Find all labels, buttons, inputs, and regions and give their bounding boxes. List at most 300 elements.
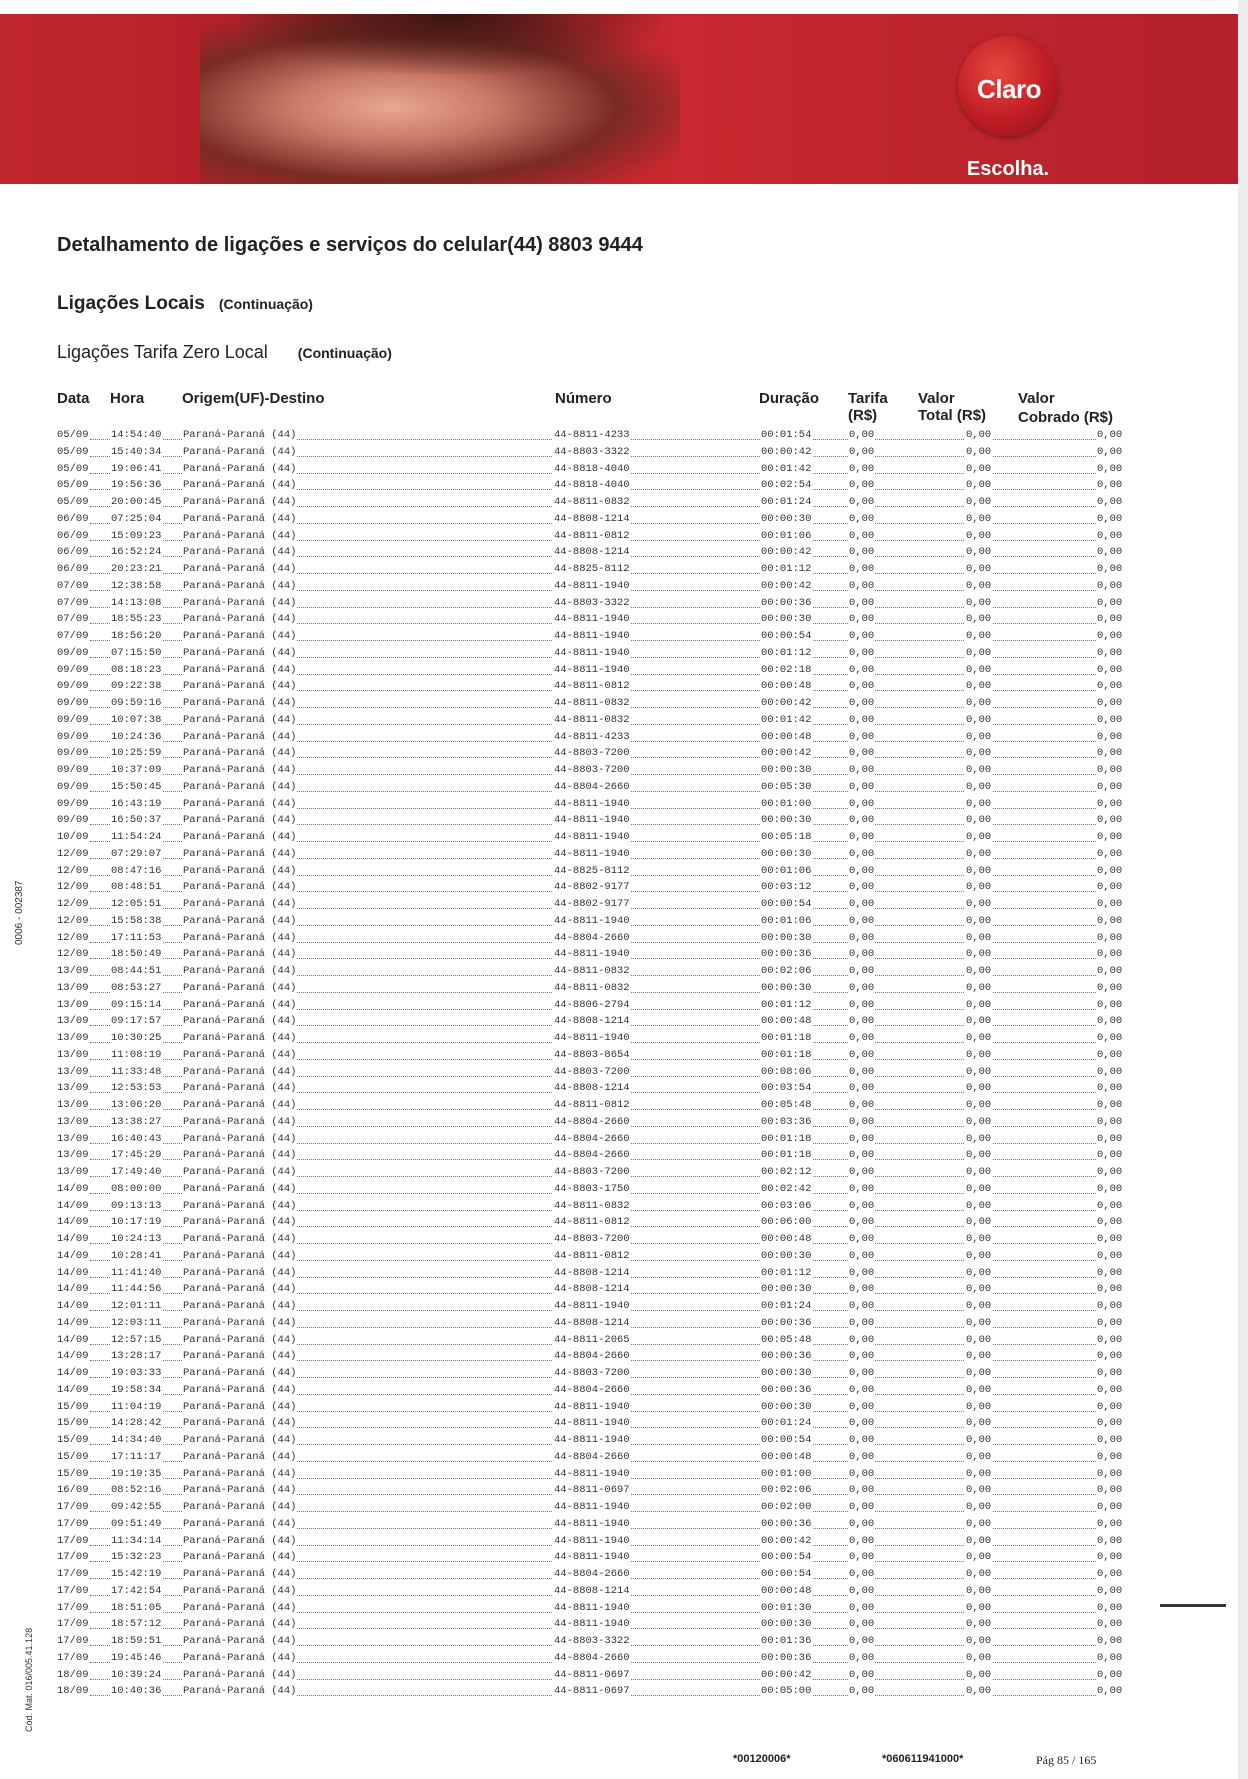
cell-date: 05/09 (57, 429, 89, 441)
cell-total: 0,00 (966, 797, 992, 810)
cell-number: 44-8811-0812 (554, 1216, 630, 1229)
cell-date: 10/09 (57, 831, 89, 843)
cell-duration: 00:00:36 (761, 1316, 812, 1329)
cell-date: 13/09 (57, 965, 89, 977)
cell-origin: Paraná-Paraná (44) (183, 1635, 297, 1647)
table-row (0, 495, 1248, 512)
cell-origin: Paraná-Paraná (44) (183, 730, 297, 743)
cell-charged: 0,00 (1097, 613, 1123, 626)
table-row (0, 1282, 1248, 1299)
logo-tagline: Escolha. (966, 158, 1050, 180)
cell-origin: Paraná-Paraná (44) (183, 1015, 297, 1028)
cell-tariff: 0,00 (849, 512, 875, 525)
cell-charged: 0,00 (1097, 713, 1123, 726)
cell-duration: 00:01:12 (761, 1266, 812, 1279)
cell-tariff: 0,00 (849, 445, 875, 458)
cell-time: 11:44:56 (111, 1283, 162, 1296)
cell-origin: Paraná-Paraná (44) (183, 512, 297, 525)
cell-duration: 00:02:18 (761, 663, 812, 676)
cell-tariff: 0,00 (849, 1367, 875, 1379)
cell-origin: Paraná-Paraná (44) (183, 713, 297, 726)
cell-charged: 0,00 (1097, 1048, 1123, 1061)
cell-time: 14:34:40 (111, 1434, 162, 1446)
cell-total: 0,00 (966, 697, 992, 709)
cell-number: 44-8811-1940 (554, 1601, 630, 1614)
cell-charged: 0,00 (1097, 881, 1123, 894)
cell-total: 0,00 (966, 1651, 992, 1664)
cell-charged: 0,00 (1097, 1333, 1123, 1346)
cell-duration: 00:02:54 (761, 479, 812, 492)
cell-total: 0,00 (966, 630, 992, 642)
cell-origin: Paraná-Paraná (44) (183, 1350, 297, 1363)
cell-date: 07/09 (57, 630, 89, 642)
table-row (0, 998, 1248, 1015)
cell-time: 08:47:16 (111, 864, 162, 877)
cell-date: 13/09 (57, 1015, 89, 1028)
cell-charged: 0,00 (1097, 1166, 1123, 1178)
cell-total: 0,00 (966, 780, 992, 793)
cell-tariff: 0,00 (849, 1149, 875, 1162)
cell-duration: 00:05:00 (761, 1685, 812, 1698)
table-row (0, 1165, 1248, 1182)
table-row (0, 1132, 1248, 1149)
cell-origin: Paraná-Paraná (44) (183, 1216, 297, 1229)
cell-total: 0,00 (966, 445, 992, 458)
cell-number: 44-8811-0832 (554, 496, 630, 508)
cell-total: 0,00 (966, 747, 992, 760)
cell-number: 44-8811-0832 (554, 713, 630, 726)
cell-time: 11:34:14 (111, 1534, 162, 1547)
cell-number: 44-8808-1214 (554, 1082, 630, 1095)
cell-total: 0,00 (966, 1601, 992, 1614)
cell-date: 17/09 (57, 1534, 89, 1547)
cell-duration: 00:00:30 (761, 1283, 812, 1296)
cell-tariff: 0,00 (849, 764, 875, 776)
cell-total: 0,00 (966, 981, 992, 994)
cell-duration: 00:02:06 (761, 1484, 812, 1497)
cell-duration: 00:00:42 (761, 445, 812, 458)
cell-tariff: 0,00 (849, 1300, 875, 1312)
cell-duration: 00:01:18 (761, 1048, 812, 1061)
cell-number: 44-8803-3322 (554, 445, 630, 458)
cell-tariff: 0,00 (849, 1668, 875, 1681)
cell-origin: Paraná-Paraná (44) (183, 596, 297, 609)
cell-number: 44-8803-7200 (554, 747, 630, 760)
cell-date: 13/09 (57, 981, 89, 994)
cell-date: 15/09 (57, 1467, 89, 1480)
cell-origin: Paraná-Paraná (44) (183, 1367, 297, 1379)
cell-time: 10:30:25 (111, 1032, 162, 1044)
cell-number: 44-8808-1214 (554, 1316, 630, 1329)
cell-duration: 00:01:12 (761, 998, 812, 1011)
cell-time: 10:25:59 (111, 747, 162, 760)
cell-total: 0,00 (966, 529, 992, 542)
cell-number: 44-8811-1940 (554, 663, 630, 676)
cell-duration: 00:00:30 (761, 931, 812, 944)
cell-total: 0,00 (966, 479, 992, 492)
cell-charged: 0,00 (1097, 780, 1123, 793)
cell-time: 12:03:11 (111, 1316, 162, 1329)
cell-date: 14/09 (57, 1266, 89, 1279)
cell-origin: Paraná-Paraná (44) (183, 1651, 297, 1664)
cell-total: 0,00 (966, 1668, 992, 1681)
cell-origin: Paraná-Paraná (44) (183, 1082, 297, 1095)
cell-number: 44-8804-2660 (554, 931, 630, 944)
cell-duration: 00:01:00 (761, 797, 812, 810)
cell-duration: 00:00:42 (761, 747, 812, 760)
cell-total: 0,00 (966, 1032, 992, 1044)
cell-date: 13/09 (57, 1065, 89, 1078)
cell-date: 09/09 (57, 713, 89, 726)
cell-duration: 00:00:48 (761, 1450, 812, 1463)
cell-time: 14:54:40 (111, 429, 162, 441)
cell-time: 12:38:58 (111, 579, 162, 592)
cell-number: 44-8806-2794 (554, 998, 630, 1011)
cell-duration: 00:08:06 (761, 1065, 812, 1078)
cell-duration: 00:00:48 (761, 1584, 812, 1597)
cell-origin: Paraná-Paraná (44) (183, 831, 297, 843)
cell-charged: 0,00 (1097, 663, 1123, 676)
cell-total: 0,00 (966, 1283, 992, 1296)
cell-origin: Paraná-Paraná (44) (183, 1467, 297, 1480)
cell-duration: 00:00:30 (761, 1618, 812, 1631)
cell-tariff: 0,00 (849, 1065, 875, 1078)
cell-charged: 0,00 (1097, 1216, 1123, 1229)
cell-date: 12/09 (57, 914, 89, 927)
cell-time: 18:57:12 (111, 1618, 162, 1631)
cell-date: 09/09 (57, 646, 89, 659)
cell-number: 44-8811-2065 (554, 1333, 630, 1346)
col-header-total-line1: Valor (918, 390, 955, 407)
cell-origin: Paraná-Paraná (44) (183, 1450, 297, 1463)
cell-total: 0,00 (966, 1434, 992, 1446)
cell-total: 0,00 (966, 1199, 992, 1212)
table-row (0, 730, 1248, 747)
cell-total: 0,00 (966, 1350, 992, 1363)
cell-total: 0,00 (966, 1132, 992, 1145)
cell-number: 44-8811-1940 (554, 1551, 630, 1564)
table-row (0, 612, 1248, 629)
cell-time: 18:55:23 (111, 613, 162, 626)
cell-charged: 0,00 (1097, 1618, 1123, 1631)
subsection-title (57, 342, 392, 363)
cell-time: 12:53:53 (111, 1082, 162, 1095)
cell-charged: 0,00 (1097, 1417, 1123, 1430)
cell-number: 44-8811-1940 (554, 1534, 630, 1547)
cell-duration: 00:00:36 (761, 596, 812, 609)
cell-number: 44-8804-2660 (554, 1115, 630, 1128)
cell-origin: Paraná-Paraná (44) (183, 563, 297, 575)
cell-number: 44-8811-0832 (554, 1199, 630, 1212)
cell-tariff: 0,00 (849, 1199, 875, 1212)
cell-date: 12/09 (57, 881, 89, 894)
cell-tariff: 0,00 (849, 1551, 875, 1564)
table-row (0, 1115, 1248, 1132)
cell-charged: 0,00 (1097, 646, 1123, 659)
cell-tariff: 0,00 (849, 1417, 875, 1430)
cell-number: 44-8811-0812 (554, 1249, 630, 1262)
cell-total: 0,00 (966, 1584, 992, 1597)
cell-time: 18:50:49 (111, 948, 162, 961)
cell-time: 11:41:40 (111, 1266, 162, 1279)
col-header-cobrado-line2: Cobrado (R$) (1018, 409, 1113, 426)
cell-time: 18:59:51 (111, 1635, 162, 1647)
cell-origin: Paraná-Paraná (44) (183, 1501, 297, 1513)
cell-number: 44-8811-1940 (554, 814, 630, 827)
cell-origin: Paraná-Paraná (44) (183, 630, 297, 642)
cell-time: 13:28:17 (111, 1350, 162, 1363)
cell-duration: 00:03:54 (761, 1082, 812, 1095)
cell-total: 0,00 (966, 1484, 992, 1497)
cell-number: 44-8803-3322 (554, 1635, 630, 1647)
table-row (0, 1048, 1248, 1065)
side-control-code: 0006 - 002387 (14, 880, 25, 945)
cell-origin: Paraná-Paraná (44) (183, 1233, 297, 1245)
cell-duration: 00:02:06 (761, 965, 812, 977)
cell-date: 13/09 (57, 1048, 89, 1061)
cell-number: 44-8808-1214 (554, 1283, 630, 1296)
cell-total: 0,00 (966, 1233, 992, 1245)
table-row (0, 947, 1248, 964)
cell-duration: 00:00:30 (761, 981, 812, 994)
col-header-cobrado-line1: Valor (1018, 390, 1055, 407)
cell-date: 09/09 (57, 797, 89, 810)
cell-date: 05/09 (57, 496, 89, 508)
cell-time: 19:45:46 (111, 1651, 162, 1664)
cell-duration: 00:00:36 (761, 1383, 812, 1396)
cell-duration: 00:01:42 (761, 462, 812, 475)
cell-origin: Paraná-Paraná (44) (183, 1568, 297, 1580)
cell-date: 13/09 (57, 1166, 89, 1178)
cell-origin: Paraná-Paraná (44) (183, 1149, 297, 1162)
cell-time: 08:44:51 (111, 965, 162, 977)
calls-table (0, 428, 1248, 1701)
cell-time: 17:49:40 (111, 1166, 162, 1178)
cell-time: 08:18:23 (111, 663, 162, 676)
cell-tariff: 0,00 (849, 965, 875, 977)
cell-charged: 0,00 (1097, 1434, 1123, 1446)
cell-origin: Paraná-Paraná (44) (183, 1517, 297, 1530)
cell-date: 17/09 (57, 1651, 89, 1664)
cell-total: 0,00 (966, 1266, 992, 1279)
table-row (0, 562, 1248, 579)
cell-total: 0,00 (966, 1249, 992, 1262)
cell-charged: 0,00 (1097, 479, 1123, 492)
cell-date: 14/09 (57, 1316, 89, 1329)
cell-time: 10:39:24 (111, 1668, 162, 1681)
cell-origin: Paraná-Paraná (44) (183, 1300, 297, 1312)
cell-charged: 0,00 (1097, 1015, 1123, 1028)
cell-date: 17/09 (57, 1601, 89, 1614)
cell-origin: Paraná-Paraná (44) (183, 1668, 297, 1681)
col-header-duracao: Duração (759, 390, 820, 407)
banner-photo-hair (240, 14, 660, 74)
table-row (0, 1098, 1248, 1115)
cell-date: 14/09 (57, 1283, 89, 1296)
cell-tariff: 0,00 (849, 898, 875, 910)
cell-total: 0,00 (966, 1685, 992, 1698)
cell-date: 06/09 (57, 529, 89, 542)
cell-number: 44-8818-4040 (554, 479, 630, 492)
cell-time: 07:15:50 (111, 646, 162, 659)
cell-duration: 00:00:42 (761, 546, 812, 559)
cell-charged: 0,00 (1097, 563, 1123, 575)
cell-tariff: 0,00 (849, 613, 875, 626)
cell-number: 44-8804-2660 (554, 780, 630, 793)
cell-tariff: 0,00 (849, 847, 875, 860)
table-row (0, 1349, 1248, 1366)
cell-date: 09/09 (57, 764, 89, 776)
cell-duration: 00:01:42 (761, 713, 812, 726)
cell-tariff: 0,00 (849, 797, 875, 810)
footer-page-number: Pág 85 / 165 (1036, 1753, 1097, 1767)
cell-date: 15/09 (57, 1434, 89, 1446)
table-row (0, 813, 1248, 830)
cell-tariff: 0,00 (849, 1132, 875, 1145)
cell-total: 0,00 (966, 1048, 992, 1061)
cell-number: 44-8811-4233 (554, 730, 630, 743)
cell-total: 0,00 (966, 579, 992, 592)
cell-origin: Paraná-Paraná (44) (183, 1115, 297, 1128)
cell-tariff: 0,00 (849, 479, 875, 492)
cell-number: 44-8803-8654 (554, 1048, 630, 1061)
cell-total: 0,00 (966, 1501, 992, 1513)
cell-tariff: 0,00 (849, 864, 875, 877)
cell-origin: Paraná-Paraná (44) (183, 1032, 297, 1044)
cell-tariff: 0,00 (849, 596, 875, 609)
table-row (0, 1215, 1248, 1232)
cell-duration: 00:00:54 (761, 630, 812, 642)
cell-number: 44-8811-4233 (554, 429, 630, 441)
cell-tariff: 0,00 (849, 1534, 875, 1547)
cell-duration: 00:01:24 (761, 1300, 812, 1312)
cell-date: 16/09 (57, 1484, 89, 1497)
cell-date: 15/09 (57, 1400, 89, 1413)
table-row (0, 1601, 1248, 1618)
cell-time: 17:11:53 (111, 931, 162, 944)
cell-total: 0,00 (966, 1467, 992, 1480)
cell-date: 06/09 (57, 563, 89, 575)
cell-tariff: 0,00 (849, 1216, 875, 1229)
cell-tariff: 0,00 (849, 948, 875, 961)
cell-duration: 00:05:30 (761, 780, 812, 793)
cell-origin: Paraná-Paraná (44) (183, 914, 297, 927)
cell-origin: Paraná-Paraná (44) (183, 646, 297, 659)
cell-origin: Paraná-Paraná (44) (183, 697, 297, 709)
cell-origin: Paraná-Paraná (44) (183, 1685, 297, 1698)
cell-time: 15:32:23 (111, 1551, 162, 1564)
cell-time: 15:40:34 (111, 445, 162, 458)
cell-tariff: 0,00 (849, 663, 875, 676)
cell-origin: Paraná-Paraná (44) (183, 680, 297, 693)
cell-duration: 00:03:12 (761, 881, 812, 894)
cell-date: 14/09 (57, 1300, 89, 1312)
cell-charged: 0,00 (1097, 1233, 1123, 1245)
cell-duration: 00:00:54 (761, 898, 812, 910)
cell-origin: Paraná-Paraná (44) (183, 1584, 297, 1597)
cell-charged: 0,00 (1097, 948, 1123, 961)
table-row (0, 780, 1248, 797)
cell-number: 44-8811-1940 (554, 797, 630, 810)
cell-number: 44-8804-2660 (554, 1149, 630, 1162)
cell-charged: 0,00 (1097, 496, 1123, 508)
cell-charged: 0,00 (1097, 1450, 1123, 1463)
cell-origin: Paraná-Paraná (44) (183, 496, 297, 508)
cell-number: 44-8808-1214 (554, 512, 630, 525)
cell-duration: 00:01:00 (761, 1467, 812, 1480)
cell-tariff: 0,00 (849, 931, 875, 944)
cell-number: 44-8811-1940 (554, 847, 630, 860)
table-row (0, 713, 1248, 730)
cell-number: 44-8803-3322 (554, 596, 630, 609)
cell-duration: 00:00:48 (761, 680, 812, 693)
cell-total: 0,00 (966, 1015, 992, 1028)
cell-charged: 0,00 (1097, 1484, 1123, 1497)
cell-origin: Paraná-Paraná (44) (183, 1132, 297, 1145)
cell-tariff: 0,00 (849, 780, 875, 793)
cell-duration: 00:06:00 (761, 1216, 812, 1229)
cell-charged: 0,00 (1097, 730, 1123, 743)
table-row (0, 1232, 1248, 1249)
cell-total: 0,00 (966, 1517, 992, 1530)
cell-tariff: 0,00 (849, 831, 875, 843)
table-row (0, 1651, 1248, 1668)
cell-charged: 0,00 (1097, 1115, 1123, 1128)
cell-duration: 00:00:54 (761, 1568, 812, 1580)
table-row (0, 1182, 1248, 1199)
cell-origin: Paraná-Paraná (44) (183, 1417, 297, 1430)
cell-tariff: 0,00 (849, 496, 875, 508)
cell-charged: 0,00 (1097, 1501, 1123, 1513)
cell-tariff: 0,00 (849, 713, 875, 726)
cell-time: 16:50:37 (111, 814, 162, 827)
cell-duration: 00:00:30 (761, 1249, 812, 1262)
cell-duration: 00:00:36 (761, 1651, 812, 1664)
cell-total: 0,00 (966, 898, 992, 910)
cell-time: 12:57:15 (111, 1333, 162, 1346)
cell-time: 19:19:35 (111, 1467, 162, 1480)
cell-date: 09/09 (57, 680, 89, 693)
cell-charged: 0,00 (1097, 1065, 1123, 1078)
table-row (0, 1684, 1248, 1701)
cell-origin: Paraná-Paraná (44) (183, 1283, 297, 1296)
cell-time: 10:24:13 (111, 1233, 162, 1245)
cell-number: 44-8811-1940 (554, 1618, 630, 1631)
cell-number: 44-8804-2660 (554, 1450, 630, 1463)
cell-date: 14/09 (57, 1367, 89, 1379)
cell-time: 09:22:38 (111, 680, 162, 693)
table-row (0, 1031, 1248, 1048)
cell-charged: 0,00 (1097, 747, 1123, 760)
table-row (0, 663, 1248, 680)
margin-rule (1160, 1604, 1226, 1607)
cell-number: 44-8804-2660 (554, 1132, 630, 1145)
cell-number: 44-8808-1214 (554, 1584, 630, 1597)
cell-tariff: 0,00 (849, 1350, 875, 1363)
cell-time: 09:15:14 (111, 998, 162, 1011)
cell-time: 15:09:23 (111, 529, 162, 542)
table-row (0, 1550, 1248, 1567)
table-row (0, 1467, 1248, 1484)
cell-origin: Paraná-Paraná (44) (183, 1534, 297, 1547)
cell-total: 0,00 (966, 1115, 992, 1128)
cell-tariff: 0,00 (849, 1015, 875, 1028)
cell-date: 17/09 (57, 1568, 89, 1580)
cell-tariff: 0,00 (849, 462, 875, 475)
cell-duration: 00:01:18 (761, 1132, 812, 1145)
cell-time: 19:06:41 (111, 462, 162, 475)
cell-number: 44-8811-0812 (554, 680, 630, 693)
